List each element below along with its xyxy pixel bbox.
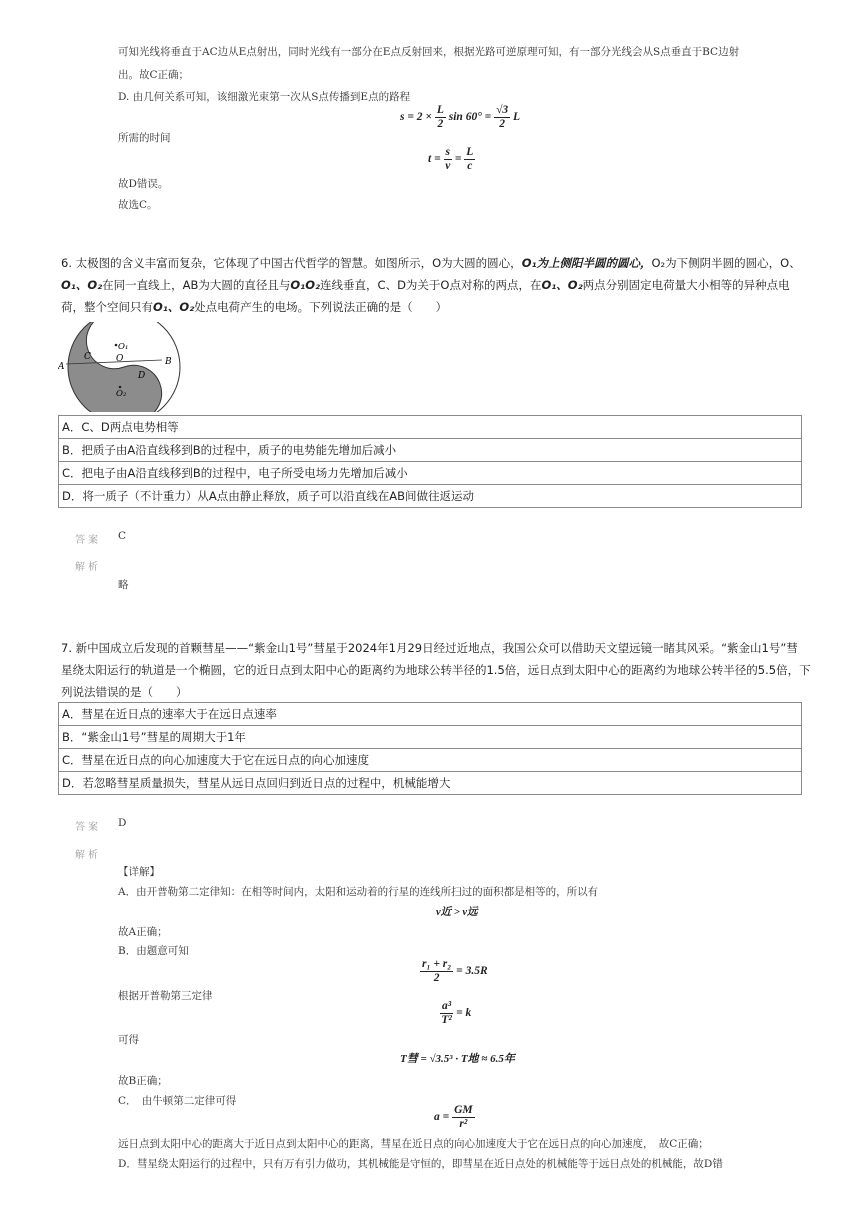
- q7-formula-kepler3: $\frac{\text{a³}}{\text{T²}}$ = k: [441, 1000, 472, 1026]
- q7-formula-semi-major: $\frac{\text{r₁ + r₂}}{2}$ = 3.5R: [422, 958, 488, 984]
- q5-text-line4: 所需的时间: [118, 132, 171, 144]
- q7-option-d[interactable]: D．若忽略彗星质量损失，彗星从远日点回归到近日点的过程中，机械能增大: [59, 772, 802, 795]
- q7-detail-derive: 可得: [118, 1034, 139, 1046]
- q7-answer-value: D: [118, 817, 127, 829]
- q5-text-line6: 故选C。: [118, 199, 158, 211]
- q7-detail-c-explain: 远日点到太阳中心的距离大于近日点到太阳中心的距离，彗星在近日点的向心加速度大于它在远日点的向心加速度， 故C正确；: [118, 1138, 709, 1150]
- taiji-figure: [58, 322, 188, 412]
- q6-stem-line2: O₁、O₂在同一直线上，AB为大圆的直径且与O₁O₂连线垂直，C、D为关于O点对称的两点，在O₁、O₂两点分别固定电荷量大小相等的异种点电: [61, 278, 790, 292]
- q7-formula-speed: v近 > v远: [436, 907, 478, 918]
- q6-answer-value: C: [118, 530, 127, 542]
- q6-analysis-text: 略: [118, 579, 129, 591]
- q7-detail-c: C． 由牛顿第二定律可得: [118, 1095, 237, 1107]
- q7-stem-line3: 列说法错误的是（ ）: [61, 685, 188, 699]
- point-O2: [119, 386, 122, 389]
- q7-detail-d: D．彗星绕太阳运行的过程中，只有万有引力做功，其机械能是守恒的，即彗星在近日点处的机械能等于远日点处的机械能，故D错: [118, 1158, 723, 1170]
- q7-options-table: [58, 702, 802, 795]
- q7-option-a[interactable]: A．彗星在近日点的速率大于在远日点速率: [59, 703, 802, 726]
- q6-option-b[interactable]: B．把质子由A沿直线移到B的过程中，质子的电势能先增加后减小: [59, 439, 802, 462]
- q7-stem-line2: 星绕太阳运行的轨道是一个椭圆，它的近日点到太阳中心的距离约为地球公转半径的1.5倍，远日点到太阳中心的距离约为地球公转半径的5.5倍，下: [61, 663, 811, 677]
- q7-detail-a-result: 故A正确；: [118, 926, 168, 938]
- q7-stem-line1: 7. 新中国成立后发现的首颗彗星——“紫金山1号”彗星于2024年1月29日经过近地点，我国公众可以借助天文望远镜一睹其风采。“紫金山1号”彗: [61, 641, 798, 655]
- q6-answer-label: 答案: [75, 535, 101, 546]
- q6-analysis-label: 解析: [75, 562, 101, 573]
- q6-option-a[interactable]: A．C、D两点电势相等: [59, 416, 802, 439]
- q7-detail-b: B．由题意可知: [118, 945, 189, 957]
- q6-option-c[interactable]: C．把电子由A沿直线移到B的过程中，电子所受电场力先增加后减小: [59, 462, 802, 485]
- q6-option-d[interactable]: D．将一质子（不计重力）从A点由静止释放，质子可以沿直线在AB间做往返运动: [59, 485, 802, 508]
- q7-detail-a: A．由开普勒第二定律知：在相等时间内，太阳和运动着的行星的连线所扫过的面积都是相等的，所以有: [118, 886, 599, 898]
- label-O1: O₁: [118, 342, 129, 352]
- q7-detail-kepler3: 根据开普勒第三定律: [118, 990, 213, 1002]
- label-A: A: [58, 362, 65, 372]
- q5-text-line5: 故D错误。: [118, 178, 169, 190]
- q7-formula-accel: a = $\frac{GM}{\text{r²}}$: [434, 1104, 473, 1130]
- label-D: D: [138, 371, 146, 381]
- q5-formula-time: t = $\frac{s}{v}$ = $\frac{L}{c}$: [428, 146, 474, 172]
- q7-analysis-label: 解析: [75, 850, 101, 861]
- q7-option-c[interactable]: C．彗星在近日点的向心加速度大于它在远日点的向心加速度: [59, 749, 802, 772]
- q6-options-table: [58, 415, 802, 508]
- q7-answer-label: 答案: [75, 822, 101, 833]
- q5-text-line2: 出。故C正确；: [118, 69, 190, 81]
- label-O: O: [116, 354, 124, 364]
- q6-stem-line3: 荷，整个空间只有O₁、O₂处点电荷产生的电场。下列说法正确的是（ ）: [61, 300, 448, 314]
- q7-formula-period: T彗 = √3.5³ · T地 ≈ 6.5年: [400, 1053, 515, 1065]
- q5-text-line1: 可知光线将垂直于AC边从E点射出，同时光线有一部分在E点反射回来，根据光路可逆原理可知，有一部分光线会从S点垂直于BC边射: [118, 46, 740, 58]
- q7-detail-title: 【详解】: [118, 866, 160, 878]
- q5-text-line3: D. 由几何关系可知，该细激光束第一次从S点传播到E点的路程: [118, 91, 411, 103]
- label-O2: O₂: [116, 389, 127, 399]
- taiji-dark-region: [58, 322, 169, 412]
- label-C: C: [84, 352, 91, 362]
- q7-detail-b-result: 故B正确；: [118, 1075, 168, 1087]
- q6-stem-line1: 6. 太极图的含义丰富而复杂，它体现了中国古代哲学的智慧。如图所示，O为大圆的圆心，O₁为上侧阳半圆的圆心，O₂为下侧阴半圆的圆心，O、: [61, 256, 801, 270]
- q7-option-b[interactable]: B．“紫金山1号”彗星的周期大于1年: [59, 726, 802, 749]
- point-O1: [115, 344, 118, 347]
- q5-formula-path: s = 2 × $\frac{L}{2}$ sin 60° = $\frac{√3}{2}$ L: [400, 104, 521, 130]
- label-B: B: [165, 357, 172, 367]
